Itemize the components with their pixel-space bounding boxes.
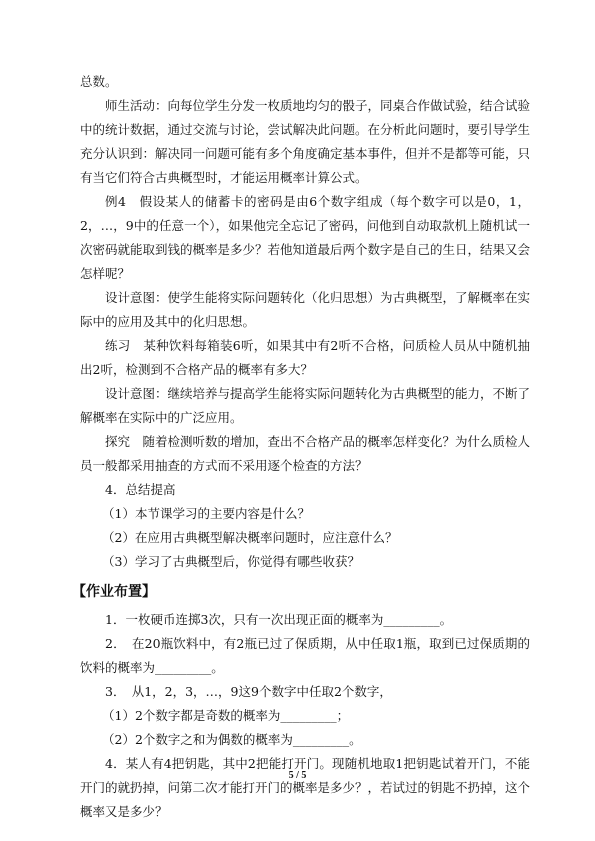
homework-item-1: 1．一枚硬币连掷3次，只有一次出现正面的概率为_________。	[105, 612, 453, 627]
paragraph-design-intent-1: 设计意图：使学生能将实际问题转化（化归思想）为古典概型，了解概率在实际中的应用及其中的化归思想。	[80, 290, 531, 329]
paragraph-example-4: 例4 假设某人的储蓄卡的密码是由6个数字组成（每个数字可以是0，1，2，…，9中的任意一个），如果他完全忘记了密码，问他到自动取款机上随机试一次密码就能取到钱的概率是多少？若他知道最后两个数字是自己的生日，结果又会怎样呢？	[80, 194, 531, 281]
homework-item-3-sub-1: （1）2个数字都是奇数的概率为_________；	[102, 708, 350, 723]
homework-item-3: 3． 从1，2，3，…，9这9个数字中任取2个数字，	[105, 684, 392, 699]
paragraph-total: 总数。	[80, 74, 118, 89]
homework-item-3-sub-2: （2）2个数字之和为偶数的概率为_________。	[102, 732, 362, 747]
homework-heading: 【作业布置】	[72, 584, 156, 600]
homework-item-4: 4．某人有4把钥匙，其中2把能打开门。现随机地取1把钥匙试着开门，不能开门的就扔掉，问第二次才能打开门的概率是多少？，若试过的钥匙不扔掉，这个概率又是多少？	[80, 756, 531, 819]
page-number: 5 / 5	[288, 770, 307, 781]
paragraph-explore: 探究 随着检测听数的增加，查出不合格产品的概率怎样变化？为什么质检人员一般都采用抽查的方式而不采用逐个检查的方法？	[80, 434, 531, 473]
paragraph-design-intent-2: 设计意图：继续培养与提高学生能将实际问题转化为古典概型的能力，不断了解概率在实际中的广泛应用。	[80, 386, 531, 425]
summary-item-3: （3）学习了古典概型后，你觉得有哪些收获？	[102, 554, 360, 569]
document-body	[72, 70, 531, 824]
paragraph-summary-title: 4．总结提高	[105, 482, 176, 497]
summary-item-2: （2）在应用古典概型解决概率问题时，应注意什么？	[102, 530, 398, 545]
summary-item-1: （1）本节课学习的主要内容是什么？	[102, 506, 310, 521]
paragraph-teacher-student-activity: 师生活动：向每位学生分发一枚质地均匀的骰子，同桌合作做试验，结合试验中的统计数据，通过交流与讨论，尝试解决此问题。在分析此问题时，要引导学生充分认识到：解决同一问题可能有多个角度确定基本事件，但并不是都等可能，只有当它们符合古典概型时，才能运用概率计算公式。	[80, 98, 531, 185]
paragraph-exercise: 练习 某种饮料每箱装6听，如果其中有2听不合格，问质检人员从中随机抽出2听，检测到不合格产品的概率有多大？	[80, 338, 530, 377]
homework-item-2: 2． 在20瓶饮料中，有2瓶已过了保质期，从中任取1瓶，取到已过保质期的饮料的概率为_________。	[80, 636, 530, 675]
